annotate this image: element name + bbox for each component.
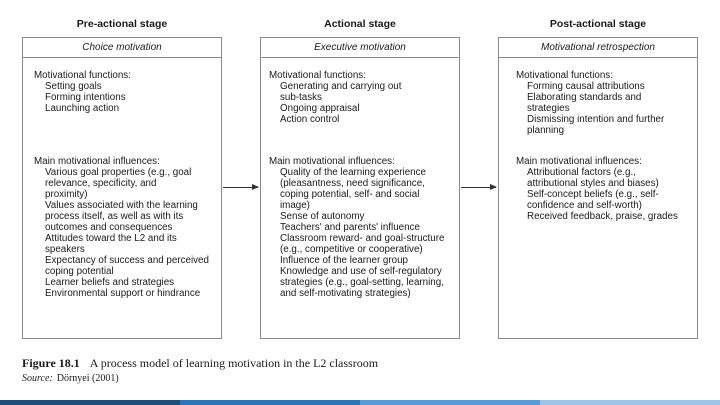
bottom-bar-segment bbox=[540, 400, 720, 405]
influence-item: image) bbox=[280, 200, 310, 211]
influence-item: strategies (e.g., goal-setting, learning, bbox=[280, 277, 444, 288]
stage-content-actional bbox=[269, 70, 457, 299]
arrow-right-icon bbox=[461, 187, 496, 188]
influences-list bbox=[269, 167, 457, 299]
bottom-bar-segment bbox=[0, 400, 180, 405]
function-item: planning bbox=[527, 125, 565, 136]
influence-item: Received feedback, praise, grades bbox=[527, 211, 678, 222]
source-text: Dörnyei (2001) bbox=[56, 373, 119, 384]
functions-list bbox=[269, 81, 457, 125]
function-item: Ongoing appraisal bbox=[280, 103, 360, 114]
influence-item: proximity) bbox=[45, 189, 88, 200]
influence-item: attributional styles and biases) bbox=[527, 178, 659, 189]
influences-heading: Main motivational influences: bbox=[34, 156, 160, 167]
influence-item: Values associated with the learning bbox=[45, 200, 198, 211]
influence-item: (pleasantness, need significance, bbox=[280, 178, 425, 189]
function-item: strategies bbox=[527, 103, 570, 114]
function-item: Setting goals bbox=[45, 81, 102, 92]
influence-item: Attitudes toward the L2 and its bbox=[45, 233, 177, 244]
influences-list bbox=[516, 167, 696, 222]
figure-number: Figure 18.1 bbox=[22, 356, 80, 370]
functions-list bbox=[516, 81, 696, 136]
function-item: Elaborating standards and bbox=[527, 92, 642, 103]
influence-item: Learner beliefs and strategies bbox=[45, 277, 175, 288]
bottom-color-bar bbox=[0, 400, 720, 405]
influence-item: Expectancy of success and perceived bbox=[45, 255, 209, 266]
function-item: Action control bbox=[280, 114, 340, 125]
source-label: Source: bbox=[22, 373, 53, 384]
functions-list bbox=[34, 81, 220, 114]
influence-item: process itself, as well as with its bbox=[45, 211, 184, 222]
function-item: Forming causal attributions bbox=[527, 81, 645, 92]
influence-item: outcomes and consequences bbox=[45, 222, 173, 233]
influence-item: relevance, specificity, and bbox=[45, 178, 157, 189]
influence-item: confidence and self-worth) bbox=[527, 200, 642, 211]
influences-heading: Main motivational influences: bbox=[516, 156, 642, 167]
figure-source bbox=[22, 373, 119, 384]
influence-item: Sense of autonomy bbox=[280, 211, 365, 222]
function-item: Dismissing intention and further bbox=[527, 114, 665, 125]
function-item: Forming intentions bbox=[45, 92, 126, 103]
function-item: sub-tasks bbox=[280, 92, 322, 103]
stage-title-post-actional: Post-actional stage bbox=[549, 18, 647, 30]
figure-caption bbox=[22, 356, 378, 371]
functions-heading: Motivational functions: bbox=[516, 70, 613, 81]
influence-item: Classroom reward- and goal-structure bbox=[280, 233, 445, 244]
stage-content-pre-actional bbox=[34, 70, 220, 299]
functions-heading: Motivational functions: bbox=[34, 70, 131, 81]
arrow-right-icon bbox=[223, 187, 258, 188]
influence-item: Teachers' and parents' influence bbox=[280, 222, 420, 233]
influence-item: speakers bbox=[45, 244, 85, 255]
subtitle-divider bbox=[260, 57, 460, 58]
influence-item: Attributional factors (e.g., bbox=[527, 167, 636, 178]
bottom-bar-segment bbox=[360, 400, 540, 405]
stage-title-pre-actional: Pre-actional stage bbox=[76, 18, 168, 30]
influences-list bbox=[34, 167, 220, 299]
influence-item: coping potential, self- and social bbox=[280, 189, 420, 200]
stage-title-actional: Actional stage bbox=[324, 18, 396, 30]
stage-subtitle-actional: Executive motivation bbox=[314, 42, 406, 53]
influence-item: Environmental support or hindrance bbox=[45, 288, 201, 299]
influence-item: coping potential bbox=[45, 266, 114, 277]
stage-subtitle-pre-actional: Choice motivation bbox=[82, 42, 162, 53]
influence-item: and self-motivating strategies) bbox=[280, 288, 411, 299]
stage-subtitle-post-actional: Motivational retrospection bbox=[541, 42, 655, 53]
bottom-bar-segment bbox=[180, 400, 360, 405]
influence-item: Influence of the learner group bbox=[280, 255, 408, 266]
influence-item: Various goal properties (e.g., goal bbox=[45, 167, 192, 178]
influences-heading: Main motivational influences: bbox=[269, 156, 395, 167]
influence-item: Knowledge and use of self-regulatory bbox=[280, 266, 442, 277]
function-item: Launching action bbox=[45, 103, 120, 114]
figure-caption-text: A process model of learning motivation in the L2 classroom bbox=[89, 356, 379, 370]
function-item: Generating and carrying out bbox=[280, 81, 402, 92]
subtitle-divider bbox=[22, 57, 222, 58]
stage-content-post-actional bbox=[516, 70, 696, 222]
influence-item: (e.g., competitive or cooperative) bbox=[280, 244, 423, 255]
influence-item: Quality of the learning experience bbox=[280, 167, 426, 178]
subtitle-divider bbox=[498, 57, 698, 58]
influence-item: Self-concept beliefs (e.g., self- bbox=[527, 189, 659, 200]
functions-heading: Motivational functions: bbox=[269, 70, 366, 81]
